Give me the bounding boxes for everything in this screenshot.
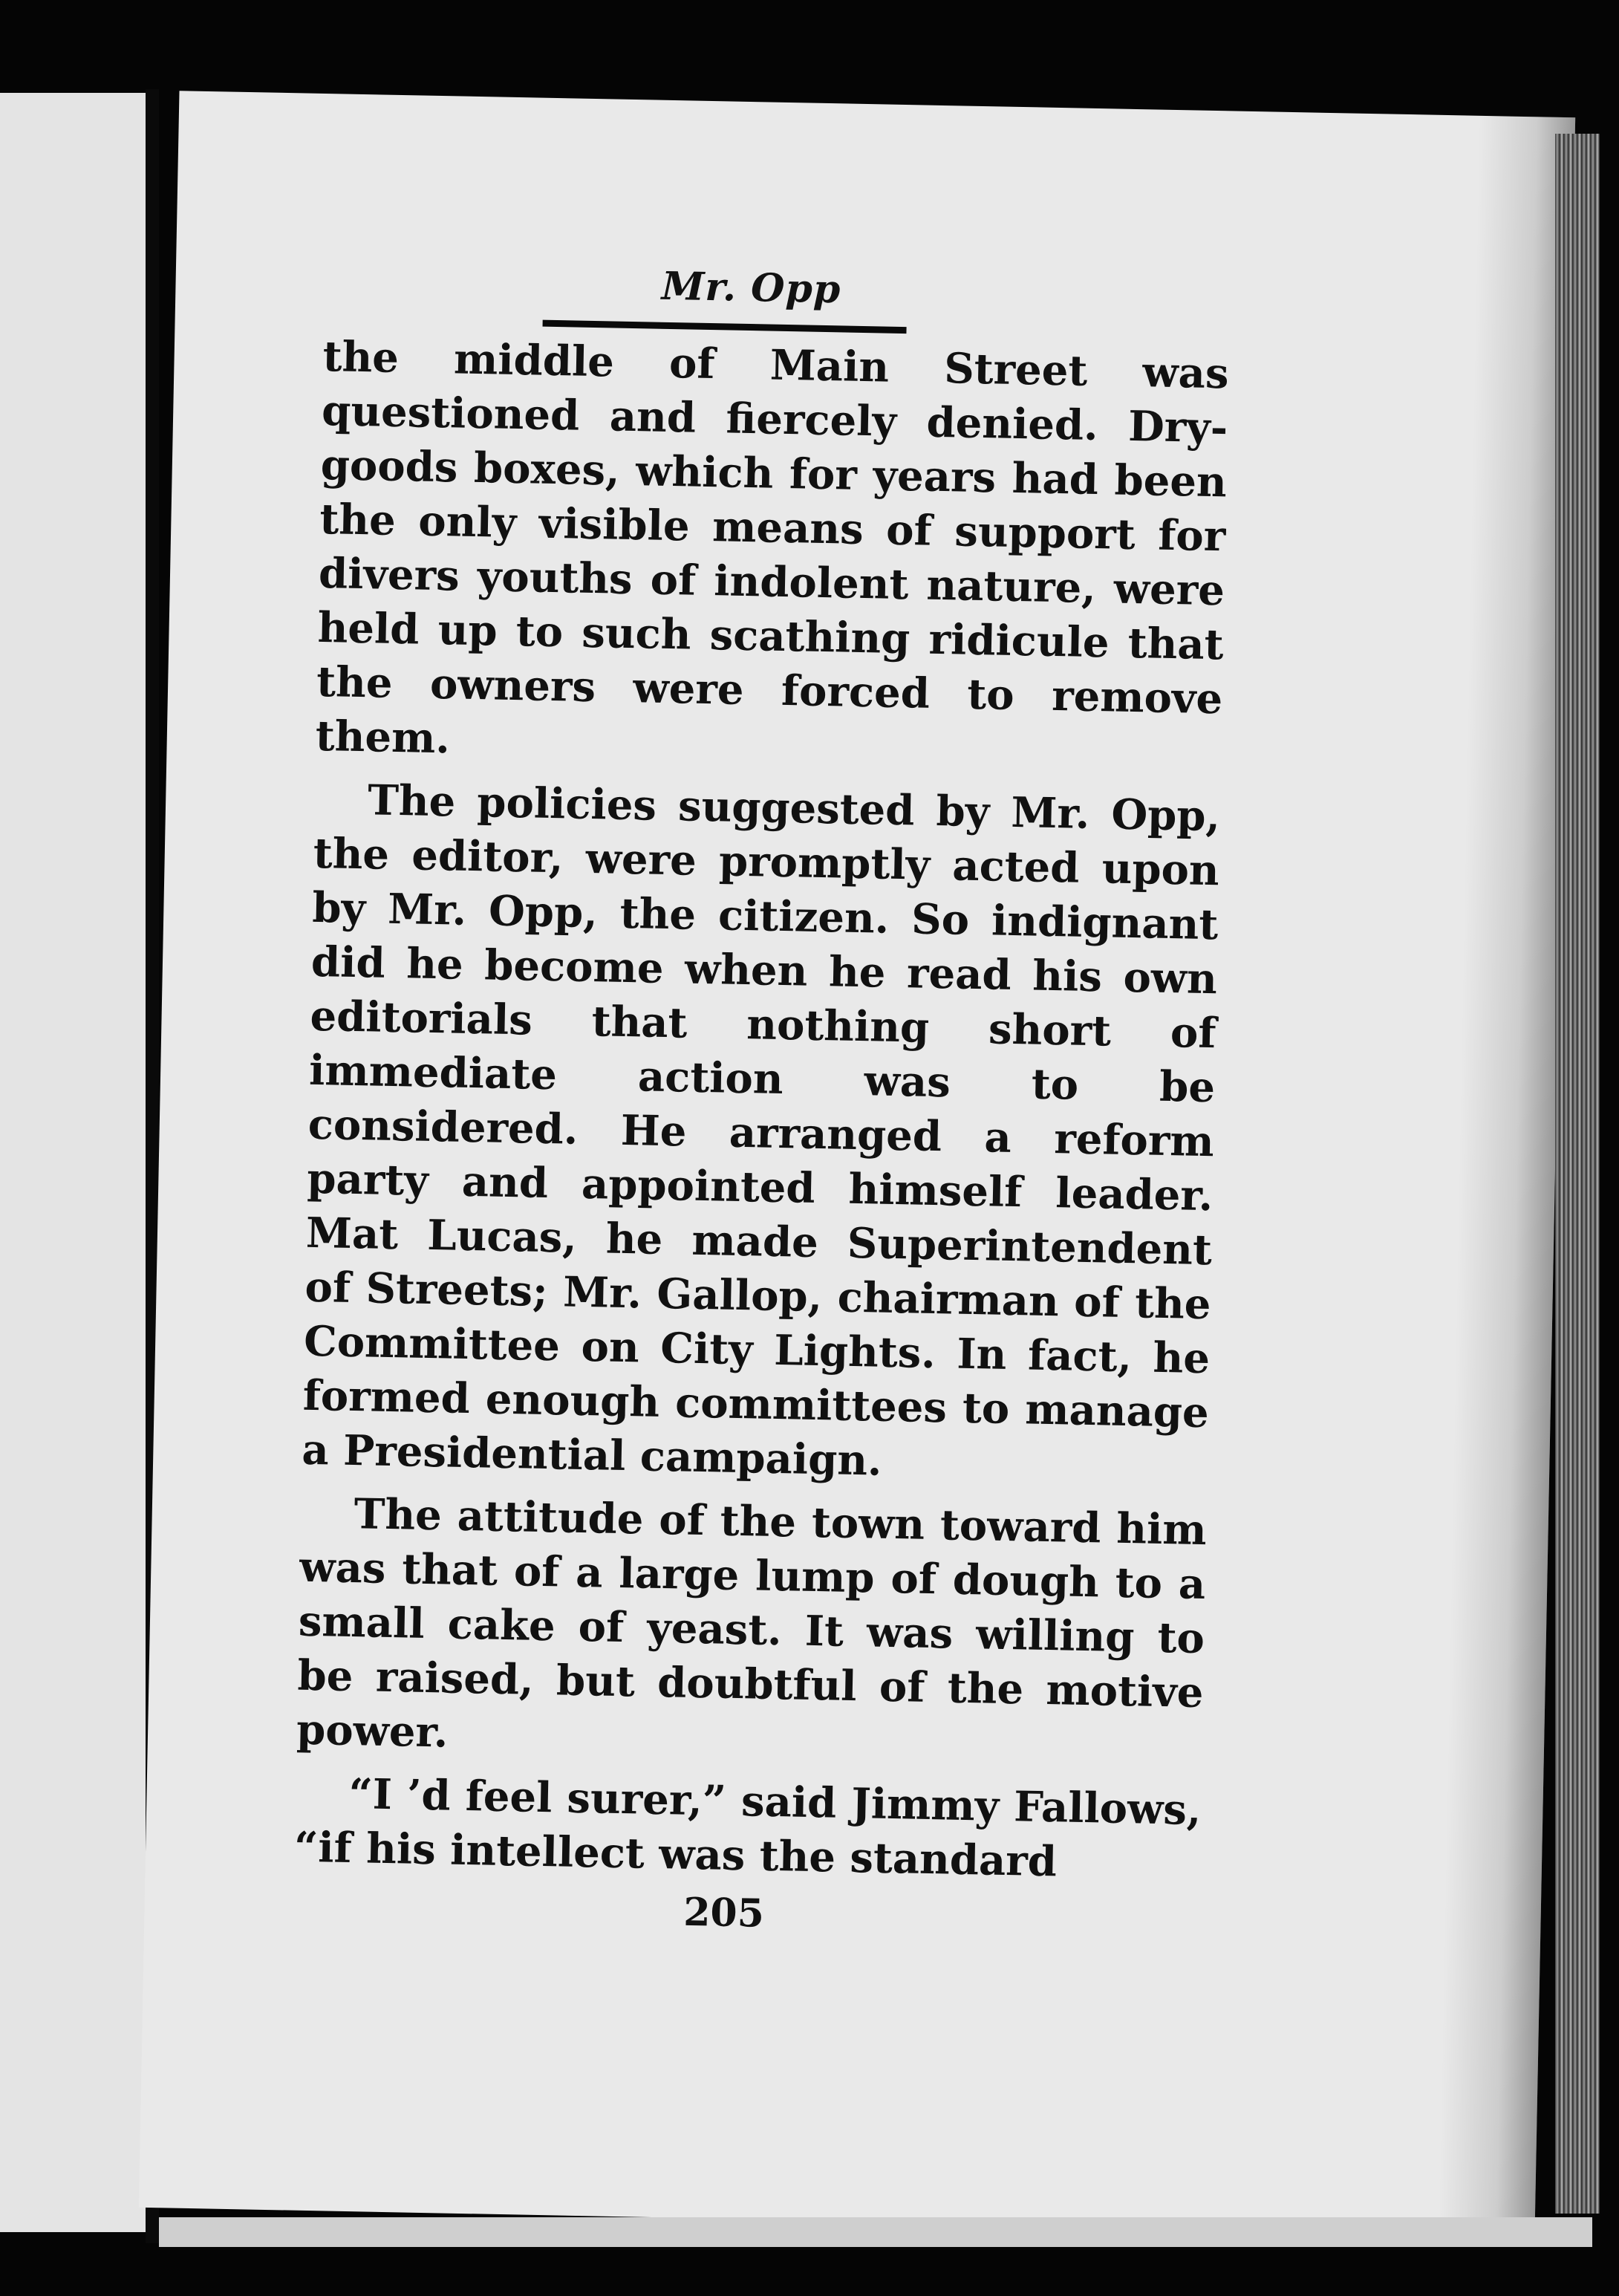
facing-page xyxy=(0,93,149,2232)
book-page xyxy=(139,91,1575,2234)
page-number: 205 xyxy=(683,1889,765,1936)
paragraph-1: the middle of Main Street was questioned and fiercely denied. Dry-goods boxes, which for years had been the only visible means of support for divers youths of indolent nature, were held up to such scathing ridicule that the owners were forced to remove them. xyxy=(315,331,1230,764)
fore-edge xyxy=(1555,134,1600,2214)
page-bottom-edge xyxy=(159,2217,1592,2247)
paragraph-4: “I ’d feel surer,” said Jimmy Fallows, “if his intellect was the standard xyxy=(293,1769,1202,1887)
paragraph-3: The attitude of the town toward him was that of a large lump of dough to a small cake of yeast. It was willing to be raised, but doubtful of the motive power. xyxy=(296,1489,1208,1757)
text-block xyxy=(293,257,1231,1945)
running-head: Mr. Opp xyxy=(661,263,841,313)
head-rule xyxy=(543,320,907,334)
paragraph-2: The policies suggested by Mr. Opp, the editor, were promptly acted upon by Mr. Opp, the citizen. So indignant did he become when he read his own editorials that nothing short of immediate action was to be considered. He arranged a reform party and appointed himself leader. Mat Lucas, he made Superintendent of Streets; Mr. Gallop, chairman of the Committee on City Lights. In fact, he formed enough committees to manage a Presidential campaign. xyxy=(301,775,1221,1486)
